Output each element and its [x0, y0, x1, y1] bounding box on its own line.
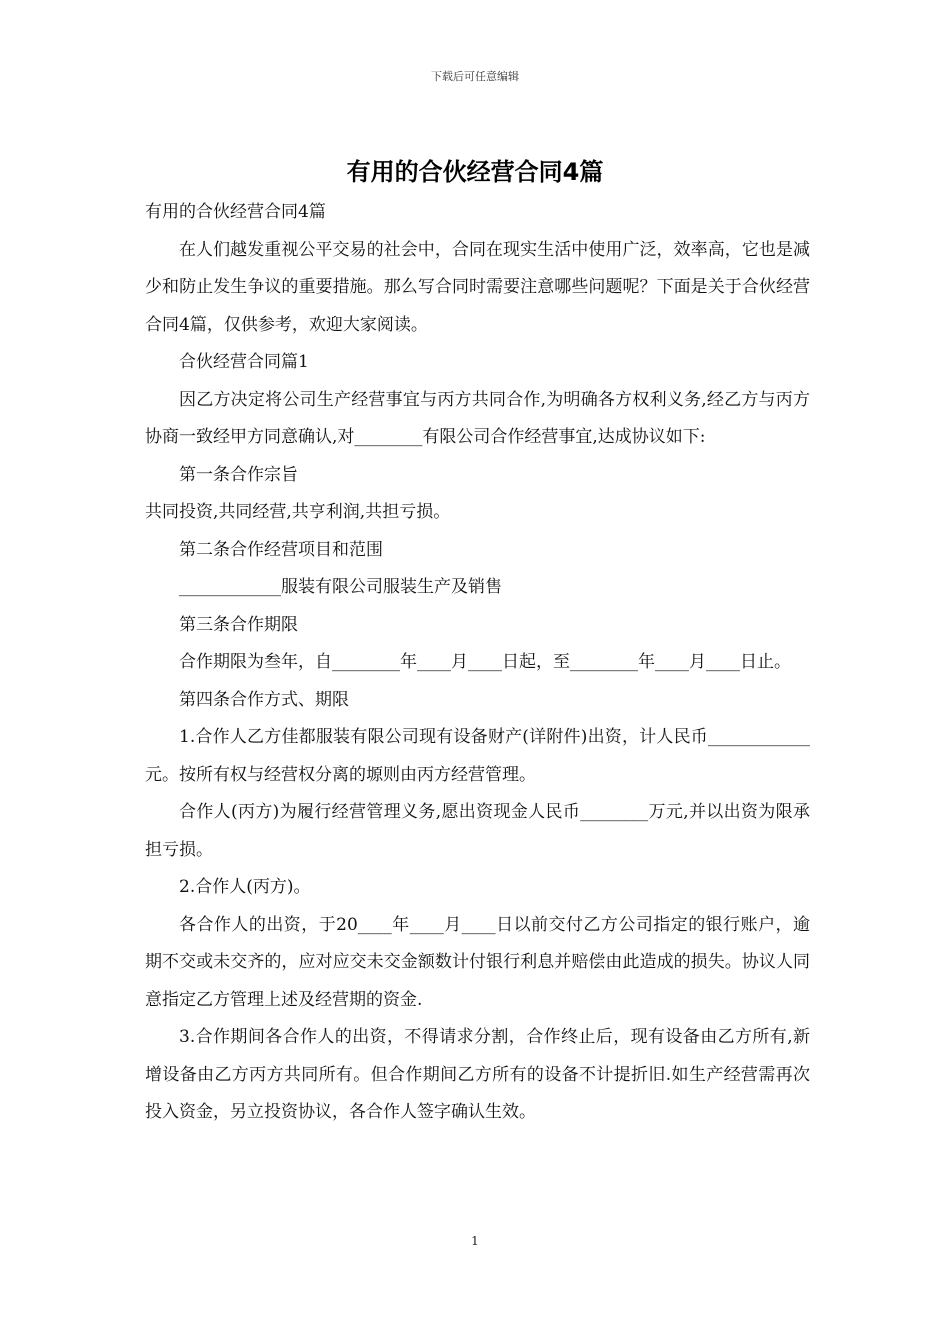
- clause-heading: 第一条合作宗旨: [179, 464, 298, 485]
- header-note: 下载后可任意编辑: [431, 70, 519, 83]
- subtitle-paragraph: 有用的合伙经营合同4篇: [145, 202, 326, 222]
- document-body: [145, 194, 810, 1132]
- section-heading: 合伙经营合同篇1: [179, 352, 309, 372]
- clause-heading: 第三条合作期限: [179, 614, 298, 635]
- body-paragraph: 1.合作人乙方佳都服装有限公司现有设备财产(详附件)出资，计人民币____________元。按所有权与经营权分离的塬则由丙方经营管理。: [145, 727, 810, 785]
- body-paragraph: 各合作人的出资，于20____年____月____日以前交付乙方公司指定的银行账户，逾期不交或未交齐的，应对应交未交金额数计付银行利息并赔偿由此造成的损失。协议人同意指定乙方管理上述及经营期的资金.: [145, 914, 810, 1010]
- clause-heading: 第二条合作经营项目和范围: [179, 539, 383, 560]
- document-title: 有用的合伙经营合同4篇: [346, 158, 604, 186]
- clause-heading: 第四条合作方式、期限: [179, 689, 349, 710]
- body-paragraph: 3.合作期间各合作人的出资，不得请求分割，合作终止后，现有设备由乙方所有,新增设备由乙方丙方共同所有。但合作期间乙方所有的设备不计提折旧.如生产经营需再次投入资金，另立投资协议，各合作人签字确认生效。: [145, 1027, 810, 1122]
- body-paragraph: 合作期限为叁年，自________年____月____日起，至________年____月____日止。: [179, 652, 791, 672]
- body-paragraph: 合作人(丙方)为履行经营管理义务,愿出资现金人民币________万元,并以出资为限承担亏损。: [145, 802, 810, 860]
- body-paragraph: ____________服装有限公司服装生产及销售: [179, 577, 502, 597]
- page-number: 1: [471, 1234, 479, 1248]
- body-paragraph: 因乙方决定将公司生产经营事宜与丙方共同合作,为明确各方权利义务,经乙方与丙方协商一致经甲方同意确认,对________有限公司合作经营事宜,达成协议如下:: [145, 389, 810, 447]
- body-paragraph: 2.合作人(丙方)。: [179, 877, 311, 897]
- body-paragraph: 共同投资,共同经营,共亨利润,共担亏损。: [145, 502, 451, 522]
- intro-paragraph: 在人们越发重视公平交易的社会中，合同在现实生活中使用广泛，效率高，它也是减少和防止发生争议的重要措施。那么写合同时需要注意哪些问题呢？下面是关于合伙经营合同4篇，仅供参考，欢迎大家阅读。: [145, 239, 810, 335]
